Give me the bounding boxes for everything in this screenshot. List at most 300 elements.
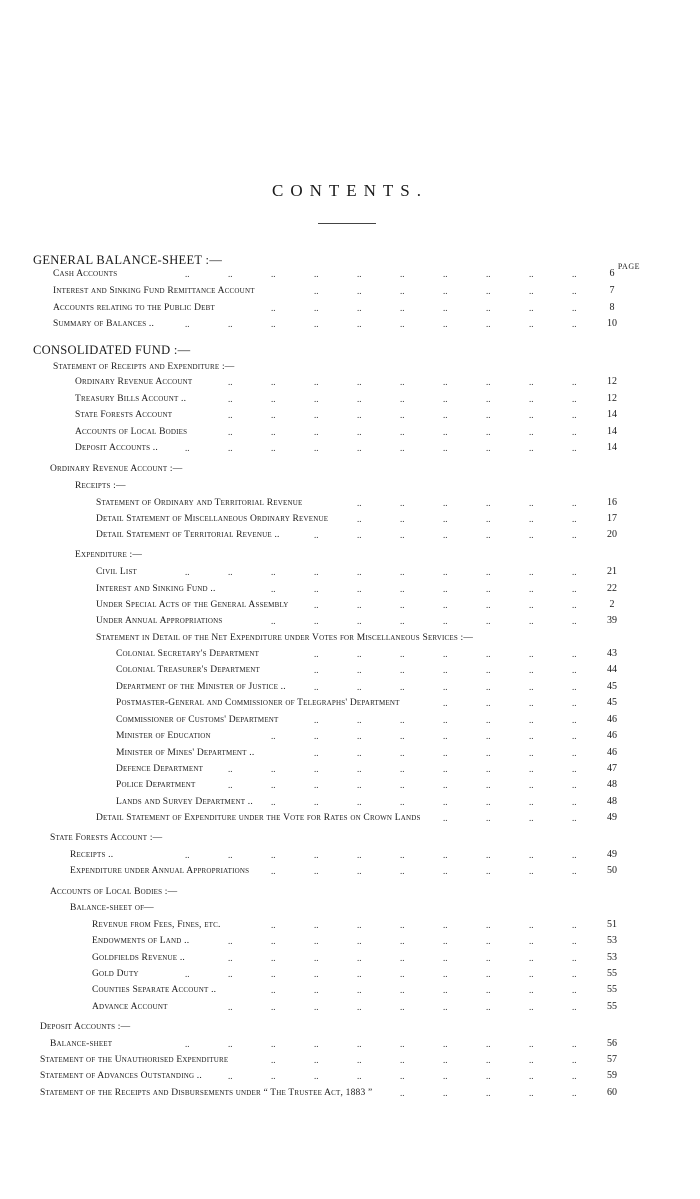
entry-title: Detail Statement of Territorial Revenue ..: [96, 530, 280, 540]
leader-dots: ..: [486, 682, 491, 692]
leader-dots: ..: [486, 319, 491, 329]
leader-dots: ..: [529, 780, 534, 790]
leader-dots: ..: [357, 780, 362, 790]
leader-dots: ..: [400, 780, 405, 790]
leader-dots: ..: [443, 682, 448, 692]
leader-dots: ..: [400, 969, 405, 979]
entry-title: Goldfields Revenue ..: [92, 953, 186, 963]
leader-dots: ..: [271, 764, 276, 774]
entry-page-number: 55: [607, 984, 617, 995]
leader-dots: ..: [357, 1071, 362, 1081]
entry-title: Department of the Minister of Justice ..: [116, 682, 286, 692]
leader-dots: ..: [443, 649, 448, 659]
leader-dots: ..: [572, 1055, 577, 1065]
leader-dots: ..: [357, 1055, 362, 1065]
entry-page-number: 49: [607, 849, 617, 860]
leader-dots: ..: [314, 443, 319, 453]
leader-dots: ..: [572, 1071, 577, 1081]
leader-dots: ..: [443, 797, 448, 807]
leader-dots: ..: [400, 319, 405, 329]
leader-dots: ..: [314, 797, 319, 807]
toc-entry: [0, 360, 700, 374]
leader-dots: ..: [271, 1055, 276, 1065]
leader-dots: ..: [271, 584, 276, 594]
leader-dots: ..: [314, 427, 319, 437]
leader-dots: ..: [357, 567, 362, 577]
leader-dots: ..: [400, 649, 405, 659]
leader-dots: ..: [357, 850, 362, 860]
leader-dots: ..: [314, 286, 319, 296]
entry-page-number: 14: [607, 442, 617, 453]
leader-dots: ..: [357, 866, 362, 876]
toc-entry: [0, 864, 700, 878]
leader-dots: ..: [228, 1039, 233, 1049]
entry-title: Revenue from Fees, Fines, etc.: [92, 920, 221, 930]
entry-page-number: 7: [609, 285, 615, 296]
leader-dots: ..: [529, 1055, 534, 1065]
leader-dots: ..: [443, 715, 448, 725]
leader-dots: ..: [400, 665, 405, 675]
leader-dots: ..: [271, 616, 276, 626]
leader-dots: ..: [443, 319, 448, 329]
leader-dots: ..: [228, 936, 233, 946]
leader-dots: ..: [228, 780, 233, 790]
leader-dots: ..: [271, 936, 276, 946]
toc-entry: [0, 951, 700, 965]
leader-dots: ..: [572, 394, 577, 404]
leader-dots: ..: [443, 850, 448, 860]
leader-dots: ..: [357, 530, 362, 540]
entry-page-number: 53: [607, 935, 617, 946]
entry-page-number: 46: [607, 714, 617, 725]
leader-dots: ..: [357, 920, 362, 930]
toc-entry: [0, 934, 700, 948]
leader-dots: ..: [228, 850, 233, 860]
leader-dots: ..: [357, 953, 362, 963]
entry-page-number: 47: [607, 763, 617, 774]
toc-entry: [0, 696, 700, 710]
leader-dots: ..: [228, 410, 233, 420]
leader-dots: ..: [572, 866, 577, 876]
leader-dots: ..: [400, 443, 405, 453]
entry-page-number: 53: [607, 952, 617, 963]
leader-dots: ..: [443, 1039, 448, 1049]
toc-entry: [0, 729, 700, 743]
leader-dots: ..: [572, 443, 577, 453]
leader-dots: ..: [314, 780, 319, 790]
leader-dots: ..: [400, 953, 405, 963]
leader-dots: ..: [443, 377, 448, 387]
leader-dots: ..: [314, 969, 319, 979]
leader-dots: ..: [443, 764, 448, 774]
entry-page-number: 20: [607, 529, 617, 540]
leader-dots: ..: [314, 1071, 319, 1081]
leader-dots: ..: [400, 567, 405, 577]
leader-dots: ..: [529, 866, 534, 876]
entry-page-number: 44: [607, 664, 617, 675]
leader-dots: ..: [271, 797, 276, 807]
leader-dots: ..: [357, 969, 362, 979]
leader-dots: ..: [529, 443, 534, 453]
leader-dots: ..: [228, 953, 233, 963]
leader-dots: ..: [486, 1002, 491, 1012]
toc-entry: [0, 441, 700, 455]
toc-entry: [0, 614, 700, 628]
leader-dots: ..: [486, 600, 491, 610]
leader-dots: ..: [529, 269, 534, 279]
leader-dots: ..: [185, 319, 190, 329]
leader-dots: ..: [228, 764, 233, 774]
leader-dots: ..: [228, 443, 233, 453]
leader-dots: ..: [486, 985, 491, 995]
leader-dots: ..: [400, 985, 405, 995]
leader-dots: ..: [486, 443, 491, 453]
leader-dots: ..: [314, 394, 319, 404]
leader-dots: ..: [486, 303, 491, 313]
leader-dots: ..: [572, 269, 577, 279]
leader-dots: ..: [572, 764, 577, 774]
leader-dots: ..: [314, 600, 319, 610]
leader-dots: ..: [443, 731, 448, 741]
leader-dots: ..: [443, 427, 448, 437]
leader-dots: ..: [572, 498, 577, 508]
toc-entry: [0, 496, 700, 510]
leader-dots: ..: [185, 969, 190, 979]
entry-title: Interest and Sinking Fund ..: [96, 584, 216, 594]
toc-entry: [0, 408, 700, 422]
leader-dots: ..: [314, 1055, 319, 1065]
entry-page-number: 45: [607, 697, 617, 708]
leader-dots: ..: [443, 584, 448, 594]
leader-dots: ..: [443, 985, 448, 995]
leader-dots: ..: [529, 1071, 534, 1081]
leader-dots: ..: [357, 1039, 362, 1049]
toc-entry: [0, 713, 700, 727]
leader-dots: ..: [357, 443, 362, 453]
leader-dots: ..: [486, 936, 491, 946]
leader-dots: ..: [314, 567, 319, 577]
entry-page-number: 45: [607, 681, 617, 692]
leader-dots: ..: [314, 985, 319, 995]
toc-entry: [0, 811, 700, 825]
leader-dots: ..: [271, 969, 276, 979]
leader-dots: ..: [486, 850, 491, 860]
leader-dots: ..: [486, 866, 491, 876]
leader-dots: ..: [357, 797, 362, 807]
entry-title: GENERAL BALANCE-SHEET :—: [33, 253, 223, 267]
leader-dots: ..: [400, 530, 405, 540]
leader-dots: ..: [529, 649, 534, 659]
leader-dots: ..: [443, 514, 448, 524]
entry-title: Ordinary Revenue Account :—: [50, 464, 183, 474]
leader-dots: ..: [529, 936, 534, 946]
entry-title: Advance Account: [92, 1002, 168, 1012]
leader-dots: ..: [572, 377, 577, 387]
entry-title: Accounts relating to the Public Debt: [53, 303, 216, 313]
toc-entry: [0, 317, 700, 331]
leader-dots: ..: [185, 1039, 190, 1049]
leader-dots: ..: [400, 498, 405, 508]
leader-dots: ..: [357, 427, 362, 437]
entry-title: Counties Separate Account ..: [92, 985, 217, 995]
entry-title: Accounts of Local Bodies: [75, 427, 188, 437]
leader-dots: ..: [486, 813, 491, 823]
leader-dots: ..: [271, 269, 276, 279]
leader-dots: ..: [271, 394, 276, 404]
toc-entry: [0, 284, 700, 298]
leader-dots: ..: [443, 813, 448, 823]
toc-entry: [0, 548, 700, 562]
leader-dots: ..: [357, 616, 362, 626]
entry-page-number: 14: [607, 426, 617, 437]
entry-page-number: 56: [607, 1038, 617, 1049]
entry-title: Postmaster-General and Commissioner of Telegraphs' Department: [116, 698, 400, 708]
leader-dots: ..: [486, 616, 491, 626]
entry-title: Minister of Education: [116, 731, 211, 741]
leader-dots: ..: [572, 616, 577, 626]
leader-dots: ..: [400, 731, 405, 741]
leader-dots: ..: [357, 731, 362, 741]
leader-dots: ..: [572, 530, 577, 540]
leader-dots: ..: [529, 665, 534, 675]
entry-page-number: 48: [607, 779, 617, 790]
leader-dots: ..: [486, 410, 491, 420]
leader-dots: ..: [271, 780, 276, 790]
leader-dots: ..: [572, 649, 577, 659]
entry-title: Endowments of Land ..: [92, 936, 190, 946]
leader-dots: ..: [400, 394, 405, 404]
leader-dots: ..: [443, 969, 448, 979]
toc-entry: [0, 301, 700, 315]
entry-title: Detail Statement of Miscellaneous Ordinary Revenue: [96, 514, 329, 524]
entry-title: Statement of Ordinary and Territorial Revenue: [96, 498, 303, 508]
toc-entry: [0, 462, 700, 476]
leader-dots: ..: [572, 1002, 577, 1012]
leader-dots: ..: [314, 731, 319, 741]
leader-dots: ..: [314, 649, 319, 659]
leader-dots: ..: [572, 731, 577, 741]
leader-dots: ..: [443, 953, 448, 963]
leader-dots: ..: [443, 1088, 448, 1098]
leader-dots: ..: [314, 936, 319, 946]
leader-dots: ..: [228, 269, 233, 279]
leader-dots: ..: [400, 866, 405, 876]
entry-page-number: 49: [607, 812, 617, 823]
leader-dots: ..: [357, 269, 362, 279]
entry-title: Expenditure :—: [75, 550, 143, 560]
leader-dots: ..: [486, 286, 491, 296]
entry-page-number: 21: [607, 566, 617, 577]
leader-dots: ..: [271, 1071, 276, 1081]
leader-dots: ..: [271, 850, 276, 860]
leader-dots: ..: [443, 748, 448, 758]
leader-dots: ..: [314, 953, 319, 963]
toc-entry: [0, 425, 700, 439]
entry-title: Receipts :—: [75, 481, 126, 491]
toc-entry: [0, 1069, 700, 1083]
leader-dots: ..: [529, 715, 534, 725]
leader-dots: ..: [529, 682, 534, 692]
leader-dots: ..: [357, 410, 362, 420]
leader-dots: ..: [314, 377, 319, 387]
leader-dots: ..: [486, 698, 491, 708]
leader-dots: ..: [314, 319, 319, 329]
leader-dots: ..: [400, 1039, 405, 1049]
leader-dots: ..: [314, 303, 319, 313]
leader-dots: ..: [357, 319, 362, 329]
leader-dots: ..: [443, 616, 448, 626]
leader-dots: ..: [572, 410, 577, 420]
leader-dots: ..: [443, 665, 448, 675]
leader-dots: ..: [400, 850, 405, 860]
leader-dots: ..: [572, 936, 577, 946]
leader-dots: ..: [271, 866, 276, 876]
toc-entry: [0, 848, 700, 862]
leader-dots: ..: [529, 813, 534, 823]
leader-dots: ..: [486, 748, 491, 758]
leader-dots: ..: [529, 427, 534, 437]
leader-dots: ..: [314, 584, 319, 594]
page-title: CONTENTS.: [271, 181, 429, 200]
entry-page-number: 16: [607, 497, 617, 508]
leader-dots: ..: [357, 936, 362, 946]
entry-title: Ordinary Revenue Account: [75, 377, 193, 387]
leader-dots: ..: [572, 682, 577, 692]
leader-dots: ..: [271, 410, 276, 420]
leader-dots: ..: [572, 748, 577, 758]
leader-dots: ..: [443, 780, 448, 790]
leader-dots: ..: [443, 1055, 448, 1065]
leader-dots: ..: [400, 269, 405, 279]
leader-dots: ..: [572, 665, 577, 675]
entry-title: Civil List: [96, 567, 138, 577]
leader-dots: ..: [572, 985, 577, 995]
leader-dots: ..: [228, 394, 233, 404]
leader-dots: ..: [271, 319, 276, 329]
leader-dots: ..: [529, 1039, 534, 1049]
leader-dots: ..: [314, 269, 319, 279]
toc-entry: [0, 1000, 700, 1014]
leader-dots: ..: [443, 410, 448, 420]
toc-entry: [0, 762, 700, 776]
entry-title: Accounts of Local Bodies :—: [50, 887, 178, 897]
leader-dots: ..: [314, 410, 319, 420]
leader-dots: ..: [400, 1088, 405, 1098]
entry-page-number: 12: [607, 376, 617, 387]
leader-dots: ..: [529, 319, 534, 329]
entry-title: Gold Duty: [92, 969, 139, 979]
toc-entry: [0, 582, 700, 596]
leader-dots: ..: [443, 600, 448, 610]
leader-dots: ..: [486, 920, 491, 930]
entry-title: Detail Statement of Expenditure under the Vote for Rates on Crown Lands: [96, 813, 421, 823]
leader-dots: ..: [357, 985, 362, 995]
leader-dots: ..: [271, 731, 276, 741]
leader-dots: ..: [400, 584, 405, 594]
leader-dots: ..: [443, 698, 448, 708]
leader-dots: ..: [271, 1002, 276, 1012]
entry-title: Statement of Advances Outstanding ..: [40, 1071, 202, 1081]
leader-dots: ..: [443, 567, 448, 577]
leader-dots: ..: [572, 286, 577, 296]
leader-dots: ..: [529, 286, 534, 296]
leader-dots: ..: [443, 530, 448, 540]
leader-dots: ..: [572, 813, 577, 823]
leader-dots: ..: [443, 936, 448, 946]
entry-title: Under Special Acts of the General Assembly: [96, 600, 289, 610]
leader-dots: ..: [314, 715, 319, 725]
leader-dots: ..: [314, 764, 319, 774]
leader-dots: ..: [228, 1002, 233, 1012]
leader-dots: ..: [486, 665, 491, 675]
leader-dots: ..: [529, 616, 534, 626]
leader-dots: ..: [357, 1002, 362, 1012]
leader-dots: ..: [228, 969, 233, 979]
leader-dots: ..: [529, 920, 534, 930]
leader-dots: ..: [271, 953, 276, 963]
entry-title: Interest and Sinking Fund Remittance Account: [53, 286, 255, 296]
leader-dots: ..: [357, 600, 362, 610]
leader-dots: ..: [486, 1071, 491, 1081]
leader-dots: ..: [314, 1039, 319, 1049]
leader-dots: ..: [400, 715, 405, 725]
toc-entry: [0, 983, 700, 997]
leader-dots: ..: [357, 286, 362, 296]
leader-dots: ..: [314, 748, 319, 758]
entry-page-number: 46: [607, 747, 617, 758]
leader-dots: ..: [572, 953, 577, 963]
leader-dots: ..: [486, 715, 491, 725]
leader-dots: ..: [314, 682, 319, 692]
toc-entry: [0, 1037, 700, 1051]
entry-title: Receipts ..: [70, 850, 114, 860]
leader-dots: ..: [572, 1039, 577, 1049]
leader-dots: ..: [529, 584, 534, 594]
leader-dots: ..: [400, 1071, 405, 1081]
entry-page-number: 55: [607, 1001, 617, 1012]
leader-dots: ..: [271, 443, 276, 453]
leader-dots: ..: [572, 797, 577, 807]
leader-dots: ..: [357, 665, 362, 675]
leader-dots: ..: [271, 303, 276, 313]
entry-title: Police Department: [116, 780, 196, 790]
leader-dots: ..: [443, 1002, 448, 1012]
entry-page-number: 39: [607, 615, 617, 626]
leader-dots: ..: [443, 443, 448, 453]
leader-dots: ..: [486, 1088, 491, 1098]
leader-dots: ..: [357, 584, 362, 594]
leader-dots: ..: [572, 567, 577, 577]
leader-dots: ..: [486, 731, 491, 741]
entry-page-number: 10: [607, 318, 617, 329]
leader-dots: ..: [271, 920, 276, 930]
toc-entry: [0, 795, 700, 809]
leader-dots: ..: [314, 920, 319, 930]
entry-title: Lands and Survey Department ..: [116, 797, 253, 807]
leader-dots: ..: [314, 616, 319, 626]
leader-dots: ..: [271, 427, 276, 437]
leader-dots: ..: [529, 600, 534, 610]
entry-title: Minister of Mines' Department ..: [116, 748, 255, 758]
entry-title: Deposit Accounts ..: [75, 443, 158, 453]
leader-dots: ..: [572, 600, 577, 610]
leader-dots: ..: [314, 866, 319, 876]
leader-dots: ..: [529, 377, 534, 387]
toc-entry: [0, 647, 700, 661]
leader-dots: ..: [572, 969, 577, 979]
leader-dots: ..: [572, 1088, 577, 1098]
leader-dots: ..: [314, 850, 319, 860]
